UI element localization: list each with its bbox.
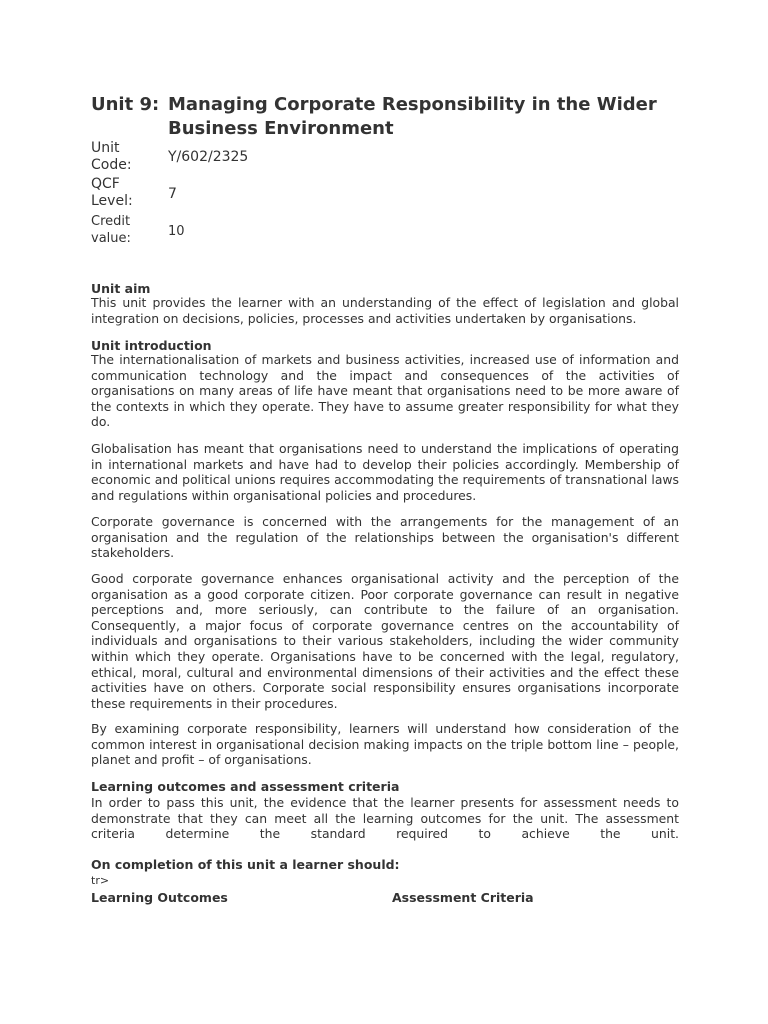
learning-outcomes-column-header: Learning Outcomes: [91, 890, 228, 905]
credit-value-value: 10: [168, 224, 185, 239]
qcf-level-label: QCF Level:: [91, 176, 133, 209]
introduction-paragraph: Good corporate governance enhances organisational activity and the perception of the organisation as a good corporate citizen. Poor corporate governance can result in negative perceptions and, more seriously, can contribute to the failure of an organisation. Consequently, a major focus of corporate governance centres on the accountability of individuals and organisations to their various stakeholders, including the wider community within which they operate. Organisations have to be concerned with the legal, regulatory, ethical, moral, cultural and environmental dimensions of their activities and the effect these activities have on others. Corporate social responsibility ensures organisations incorporate these requirements in their procedures.: [91, 571, 679, 711]
introduction-paragraph: Corporate governance is concerned with the arrangements for the management of an organisation and the regulation of the relationships between the organisation's different stakeholders.: [91, 514, 679, 561]
unit-code-value: Y/602/2325: [168, 149, 249, 165]
qcf-level-value: 7: [168, 186, 177, 202]
learning-outcomes-text: In order to pass this unit, the evidence that the learner presents for assessment needs to demonstrate that they can meet all the learning outcomes for the unit. The assessment criteria determine the standard required to achieve the unit.: [91, 795, 679, 842]
unit-title: [91, 93, 691, 141]
unit-title-text: Managing Corporate Responsibility in the Wider Business Environment: [168, 94, 657, 139]
unit-code-label: Unit Code:: [91, 140, 132, 173]
introduction-paragraph: The internationalisation of markets and business activities, increased use of information and communication technology and the impact and consequences of the activities of organisations on many areas of life have meant that organisations need to be more aware of the contexts in which they operate. They have to assume greater responsibility for what they do.: [91, 352, 679, 430]
unit-introduction-heading: Unit introduction: [91, 338, 212, 353]
unit-aim-text: This unit provides the learner with an understanding of the effect of legislation and global integration on decisions, policies, processes and activities undertaken by organisations.: [91, 295, 679, 326]
assessment-criteria-column-header: Assessment Criteria: [392, 890, 534, 905]
introduction-paragraph: Globalisation has meant that organisations need to understand the implications of operating in international markets and have had to develop their policies accordingly. Membership of economic and political unions requires accommodating the requirements of transnational laws and regulations within organisational policies and procedures.: [91, 441, 679, 503]
introduction-paragraph: By examining corporate responsibility, learners will understand how consideration of the common interest in organisational decision making impacts on the triple bottom line – people, planet and profit – of organisations.: [91, 721, 679, 768]
unit-aim-heading: Unit aim: [91, 281, 151, 296]
completion-statement: On completion of this unit a learner should:: [91, 857, 400, 872]
stray-markup-text: tr>: [91, 874, 110, 887]
learning-outcomes-heading: Learning outcomes and assessment criteria: [91, 779, 400, 794]
unit-number: Unit 9:: [91, 94, 160, 115]
credit-value-label: Credit value:: [91, 214, 131, 246]
